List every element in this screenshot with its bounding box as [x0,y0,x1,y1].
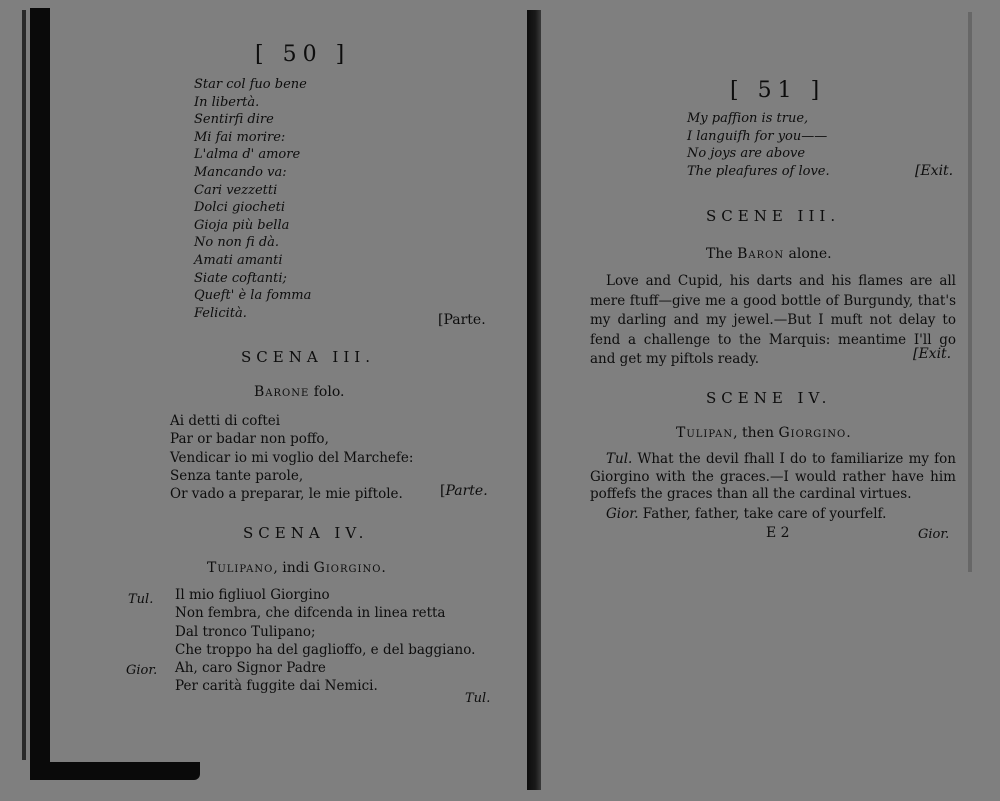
verse-line: Mancando va: [194,164,287,180]
verse-line: Queft' è la fomma [194,288,312,304]
verse-line: Dolci giocheti [194,200,286,216]
left-edge-shadow [22,10,26,760]
verse-line: Per carità fuggite dai Nemici. [175,678,378,695]
center-gutter [527,10,541,790]
gior-verse-left [175,659,378,696]
baron-monologue: Love and Cupid, his darts and his flames are all mere ftuff—give me a good bottle of Burgundy, that's my darling and my jewel.—But I muft not delay to fend a challenge to the Marquis: meantime I'll go and get my piftols ready. [590,273,956,367]
verse-line: The pleafures of love. [687,163,830,179]
character-name: Barone [254,384,310,400]
song-exit-direction [915,163,953,179]
verse-line: Cari vezzetti [194,182,278,198]
character-name-tulipan: Tulipan [676,425,734,441]
verse-line: I languifh for you—— [687,128,828,144]
character-direction: alone. [784,246,832,262]
gior-speech-text: Father, father, take care of yourfelf. [638,506,887,522]
verse-line: Or vado a preparar, le mie piftole. [170,486,403,503]
speaker-gior-left: Gior. [126,663,158,678]
verse-line: Gioja più bella [194,217,290,233]
character-name-giorgino: Giorgino [778,425,847,441]
character-end: . [381,560,386,576]
character-heading-right-4 [676,425,851,441]
page-number-left: [ 50 ] [255,42,351,67]
character-name-giorgino: Giorgino [313,560,382,576]
speaker-gior-right: Gior. [606,506,639,522]
character-heading-left-4 [207,560,386,576]
scene3-exit-left [440,483,488,499]
verse-line: Felicità. [194,305,247,321]
character-connector: , then [733,425,779,441]
scene-heading-right-3: SCENE III. [706,207,841,225]
exit-word: [Exit. [913,346,952,362]
verse-line: Mi fai morire: [194,129,286,145]
left-page [60,0,520,801]
character-direction: folo. [309,384,345,400]
verse-line: Ai detti di coftei [170,413,281,429]
tul-speech-text: What the devil fhall I do to familiarize my fon Giorgino with the graces.—I would rather have him poffefs the graces than all the cardinal virtues. [590,451,956,502]
verse-line: Par or badar non poffo, [170,431,329,448]
catchword-left: Tul. [465,691,491,706]
character-article: The [706,246,738,262]
character-end: . [846,425,851,441]
scene-heading-left-3: SCENA III. [241,348,375,366]
speaker-tul-left: Tul. [128,592,154,607]
verse-line: Siate coftanti; [194,270,287,286]
verse-line: Non fembra, che difcenda in linea retta [175,605,446,622]
verse-line: Dal tronco Tulipano; [175,623,316,640]
verse-line: My paffion is true, [687,111,809,126]
right-page [550,0,960,801]
exit-word: Parte. [445,483,488,499]
scene3-exit-right [913,346,951,362]
verse-line: Amati amanti [194,252,283,268]
verse-line: Ah, caro Signor Padre [175,660,326,676]
verse-line: In libertà. [194,94,260,110]
verse-line: Vendicar io mi voglio del Marchefe: [170,449,414,466]
verse-line: L'alma d' amore [194,147,301,163]
speaker-tul-right: Tul. [606,451,633,467]
character-heading-left-3 [254,384,344,400]
verse-line: Star col fuo bene [194,77,307,92]
verse-line: Che troppo ha del gaglioffo, e del baggiano. [175,641,476,658]
gior-speech-right [606,506,956,524]
song-verse [687,110,830,180]
tul-verse-left [175,586,475,659]
character-heading-right-3 [706,246,832,262]
aria-exit-direction: [Parte. [438,312,486,328]
scene3-verse-left [170,412,413,503]
verse-line: Sentirfi dire [194,112,274,128]
verse-line: Senza tante parole, [170,467,304,484]
left-binding-edge [30,8,50,768]
character-connector: , indi [273,560,314,576]
exit-word: [Exit. [915,163,954,179]
page-number-right: [ 51 ] [730,78,826,103]
verse-line: Il mio figliuol Giorgino [175,587,330,603]
right-page-shadow [968,12,972,572]
character-name-tulipano: Tulipano [207,560,274,576]
scene-heading-left-4: SCENA IV. [243,524,369,542]
verse-line: No joys are above [687,146,806,162]
aria-verse [194,76,311,322]
tul-speech-right [590,451,956,504]
signature-mark: E 2 [766,525,790,541]
exit-bracket: [ [440,483,446,499]
character-name-baron: Baron [737,246,785,262]
catchword-right: Gior. [918,527,950,542]
scene-heading-right-4: SCENE IV. [706,389,832,407]
verse-line: No non fi dà. [194,235,280,251]
